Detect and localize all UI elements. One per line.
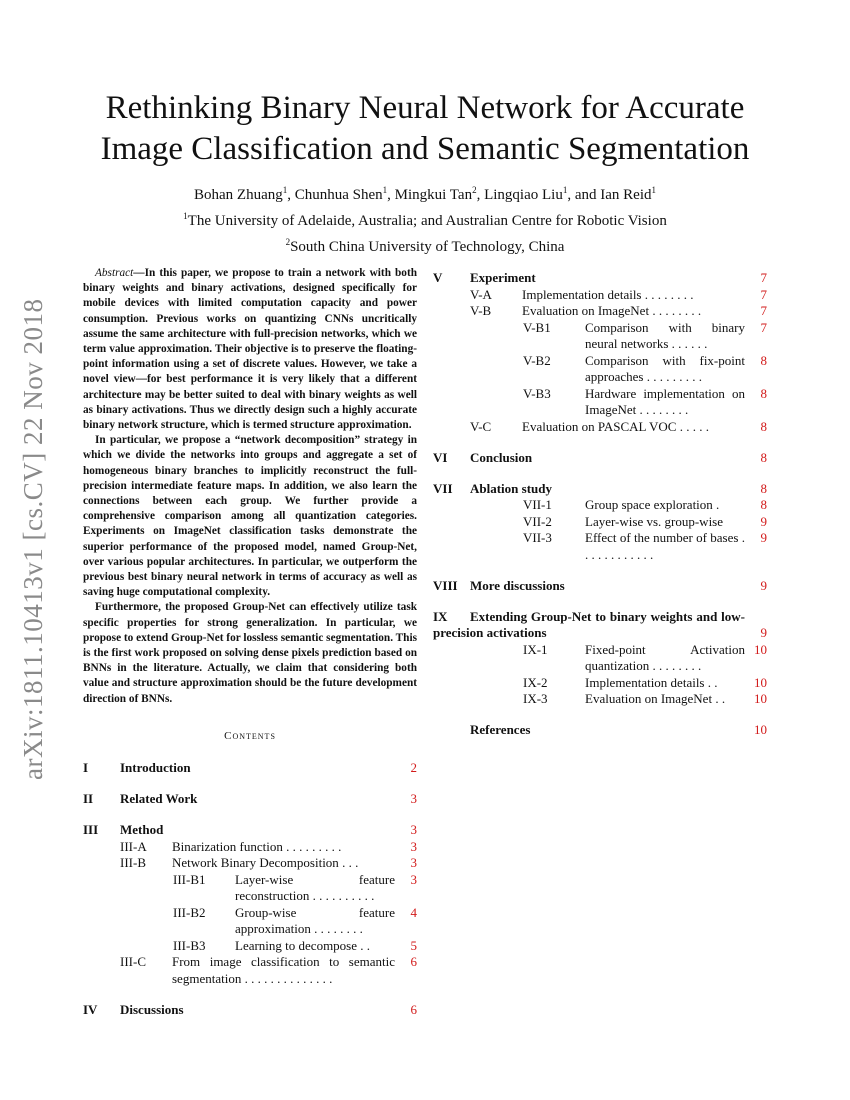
toc-entry-title: Layer-wise vs. group-wise: [585, 513, 724, 529]
author-name: Lingqiao Liu: [484, 187, 563, 203]
toc-entry-title: Binarization function . . . . . . . . .: [172, 838, 342, 854]
toc-entry-number: VII-1: [523, 497, 552, 512]
toc-subsection-entry[interactable]: [83, 872, 417, 905]
toc-section-entry[interactable]: [433, 722, 767, 739]
toc-entry-title: Experiment: [470, 270, 536, 285]
author-affiliation-mark: 1: [282, 185, 288, 195]
toc-entry-number: VII-3: [523, 530, 552, 545]
toc-entry-title: Group space exploration .: [585, 497, 720, 512]
toc-page-link[interactable]: 8: [760, 385, 767, 401]
toc-leader-dots: . .: [704, 674, 718, 690]
abstract: [83, 266, 417, 707]
toc-entry-number: I: [83, 760, 89, 775]
toc-entry-title: More discussions: [470, 577, 565, 593]
toc-section-entry[interactable]: [83, 760, 417, 777]
toc-leader-dots: . . . . . . . . .: [282, 838, 342, 854]
toc-section-entry[interactable]: [83, 822, 417, 839]
toc-leader-dots: .: [712, 497, 720, 512]
toc-leader-dots: . . . . . . . .: [649, 303, 702, 318]
toc-page-link[interactable]: 9: [760, 577, 767, 593]
toc-entry-number: III: [83, 822, 99, 837]
toc-page-link[interactable]: 7: [760, 286, 767, 302]
toc-page-link[interactable]: 3: [410, 822, 417, 837]
toc-section-entry[interactable]: [433, 578, 767, 595]
toc-subsection-entry[interactable]: [433, 691, 767, 708]
toc-entry-number: IV: [83, 1001, 98, 1017]
toc-page-link[interactable]: 10: [754, 641, 767, 657]
toc-leader-dots: . . . . . . . . . . . .: [585, 530, 745, 562]
toc-subsection-entry[interactable]: [433, 419, 767, 436]
abstract-paragraph-2: In particular, we propose a “network decomposition” strategy in which we divide the networks into groups and aggregate a set of homogeneous binary branches to implicitly reconstruct the full-precision intermediate feature maps. In addition, we also learn the connections between each group. We further provide a comprehensive comparison among all quantization categories. Experiments on ImageNet classification tasks demonstrate the superior performance of the proposed model, named Group-Net, over various popular architectures. In particular, we outperform the previous best binary neural network in terms of accuracy as well as saving huge computational complexity.: [83, 434, 417, 599]
toc-page-link[interactable]: 3: [410, 791, 417, 806]
toc-entry-title: Evaluation on ImageNet . . . . . . . .: [522, 303, 702, 318]
toc-section-entry[interactable]: [83, 1002, 417, 1019]
toc-entry-number: III-B1: [173, 871, 206, 887]
toc-page-link[interactable]: 4: [410, 904, 417, 920]
author-affiliation-mark: 1: [382, 185, 388, 195]
affiliation-1: $^1$The University of Adelaide, Australia; and Australian Centre for Robotic Vision: [183, 211, 667, 229]
author-name: Bohan Zhuang: [194, 187, 283, 203]
toc-page-link[interactable]: 8: [760, 497, 767, 512]
toc-entry-title: References: [470, 722, 531, 737]
toc-entry-title: Introduction: [120, 760, 191, 775]
toc-subsection-entry[interactable]: [433, 320, 767, 353]
toc-page-link[interactable]: 6: [410, 1001, 417, 1017]
toc-subsection-entry[interactable]: [83, 855, 417, 872]
toc-subsection-entry[interactable]: [433, 675, 767, 692]
toc-entry-title: Conclusion: [470, 449, 533, 465]
toc-entry-title: Layer-wise feature reconstruction . . . . . . . . . .: [235, 871, 395, 903]
toc-page-link[interactable]: 7: [760, 319, 767, 335]
toc-entry-number: III-B: [120, 855, 146, 870]
toc-entry-number: III-A: [120, 838, 147, 854]
toc-page-link[interactable]: 6: [410, 954, 417, 969]
author-list: Bohan Zhuang$^1$, Chunhua Shen$^1$, Mingkui Tan$^2$, Lingqiao Liu$^1$, and Ian Reid$^1$: [194, 185, 656, 203]
toc-entry-number: IX-3: [523, 691, 548, 706]
author-affiliation-mark: 1: [651, 185, 656, 195]
title-line-2: Image Classification and Semantic Segmentation: [100, 131, 750, 167]
toc-page-link[interactable]: 8: [760, 352, 767, 368]
toc-leader-dots: . . . . . . . .: [636, 402, 689, 417]
toc-entry-title: Effect of the number of bases . . . . . . . . . . . .: [585, 530, 745, 562]
toc-page-link[interactable]: 7: [760, 270, 767, 285]
toc-entry-number: VII-2: [523, 513, 552, 529]
toc-leader-dots: . .: [357, 937, 371, 953]
affiliation-2: $^2$South China University of Technology, China: [285, 237, 565, 255]
author-name: Mingkui Tan: [394, 187, 473, 203]
arxiv-identifier: arXiv:1811.10413v1 [cs.CV] 22 Nov 2018: [18, 298, 48, 780]
abstract-paragraph-1: Abstract—In this paper, we propose to train a network with both binary weights and binary activations, designed specifically for mobile devices with limited computation capacity and power consumption. Previous works on quantizing CNNs uncritically assume the same architecture with full-precision networks, which we term value approximation. Their objective is to preserve the floating-point information using a set of discrete values. However, we take a novel view—for best performance it is very likely that a different architecture may be better suited to deal with binary weights as well as binary activations. Thus we directly design such a highly accurate binary network structure, which is termed structure approximation.: [83, 267, 417, 432]
author-affiliation-mark: 2: [472, 185, 477, 195]
toc-page-link[interactable]: 9: [760, 625, 767, 640]
toc-subsection-entry[interactable]: [433, 497, 767, 514]
abstract-paragraph-3: Furthermore, the proposed Group-Net can effectively utilize task specific properties for strong generalization. In particular, we propose to extend Group-Net for lossless semantic segmentation. This is the first work proposed on solving dense pixels prediction based on BNNs in the literature. Actually, we claim that considering both value and structure approximation should be the future development direction of BNNs.: [83, 601, 417, 705]
toc-left-column: [83, 760, 417, 1018]
toc-page-link[interactable]: 10: [754, 722, 767, 737]
toc-page-link[interactable]: 8: [760, 480, 767, 496]
toc-subsection-entry[interactable]: [83, 954, 417, 987]
toc-subsection-entry[interactable]: [433, 530, 767, 563]
toc-subsection-entry[interactable]: [433, 386, 767, 419]
toc-page-link[interactable]: 9: [760, 513, 767, 529]
toc-subsection-entry[interactable]: [433, 514, 767, 531]
toc-entry-title: Implementation details . . . . . . . .: [522, 286, 694, 302]
toc-section-entry[interactable]: [83, 791, 417, 808]
toc-subsection-entry[interactable]: [433, 642, 767, 675]
toc-page-link[interactable]: 3: [410, 871, 417, 887]
toc-page-link[interactable]: 10: [754, 691, 767, 706]
toc-subsection-entry[interactable]: [83, 839, 417, 856]
toc-leader-dots: . .: [712, 691, 726, 706]
toc-subsection-entry[interactable]: [83, 938, 417, 955]
toc-leader-dots: . . . . .: [676, 418, 709, 434]
toc-subsection-entry[interactable]: [83, 905, 417, 938]
toc-entry-number: V-B3: [523, 385, 551, 401]
toc-entry-number: III-C: [120, 954, 146, 969]
author-name: Ian Reid: [600, 187, 652, 203]
toc-leader-dots: . . . . . . . . .: [643, 369, 702, 384]
toc-page-link[interactable]: 10: [754, 674, 767, 690]
toc-entry-number: II: [83, 791, 94, 806]
toc-section-entry[interactable]: [433, 609, 767, 642]
toc-entry-number: VI: [433, 449, 448, 465]
toc-entry-title: Comparison with binary neural networks . . . . . .: [585, 319, 745, 351]
toc-entry-title: Method: [120, 822, 164, 837]
toc-page-link[interactable]: 5: [410, 937, 417, 953]
toc-subsection-entry[interactable]: [433, 303, 767, 320]
toc-entry-title: Comparison with fix-point approaches . . . . . . . . .: [585, 352, 745, 384]
toc-entry-title: Fixed-point Activation quantization . . . . . . . .: [585, 641, 745, 673]
toc-leader-dots: . . . . . . . .: [649, 658, 702, 673]
title-line-1: Rethinking Binary Neural Network for Accurate: [105, 90, 745, 126]
toc-entry-number: IX: [433, 608, 448, 624]
toc-entry-title: Implementation details . .: [585, 674, 718, 690]
toc-entry-title: Group-wise feature approximation . . . . . . . .: [235, 904, 395, 936]
toc-entry-number: V: [433, 270, 443, 285]
toc-leader-dots: . . . . . .: [668, 336, 708, 351]
toc-entry-number: III-B3: [173, 937, 206, 953]
paper-title: [0, 88, 850, 170]
author-block: [0, 180, 850, 258]
toc-subsection-entry[interactable]: [433, 353, 767, 386]
toc-page-link[interactable]: 2: [410, 760, 417, 775]
toc-entry-title: Related Work: [120, 791, 198, 806]
toc-leader-dots: . . .: [338, 855, 359, 870]
toc-entry-title: Discussions: [120, 1001, 184, 1017]
toc-entry-number: V-B: [470, 303, 492, 318]
toc-leader-dots: . . . . . . . . . . . . . .: [241, 970, 333, 986]
toc-page-link[interactable]: 9: [760, 530, 767, 545]
toc-entry-title: Ablation study: [470, 480, 552, 496]
toc-entry-number: III-B2: [173, 904, 206, 920]
abstract-label: Abstract: [95, 267, 134, 279]
toc-entry-number: V-C: [470, 418, 492, 434]
toc-right-column: [433, 270, 767, 739]
toc-entry-title: Evaluation on ImageNet . .: [585, 691, 726, 706]
toc-subsection-entry[interactable]: [433, 287, 767, 304]
toc-entry-title: Hardware implementation on ImageNet . . . . . . . .: [585, 385, 745, 417]
author-affiliation-mark: 1: [562, 185, 568, 195]
toc-page-link[interactable]: 8: [760, 418, 767, 434]
toc-page-link[interactable]: 3: [410, 838, 417, 854]
toc-entry-number: VII: [433, 480, 453, 496]
toc-entry-title: Extending Group-Net to binary weights and low-precision activations: [433, 608, 745, 640]
toc-page-link[interactable]: 8: [760, 449, 767, 465]
toc-leader-dots: . . . . . . . . . .: [309, 888, 375, 903]
toc-section-entry[interactable]: [433, 481, 767, 498]
toc-section-entry[interactable]: [433, 270, 767, 287]
toc-entry-number: VIII: [433, 577, 458, 593]
toc-page-link[interactable]: 7: [760, 303, 767, 318]
toc-entry-title: Evaluation on PASCAL VOC . . . . .: [522, 418, 709, 434]
toc-entry-number: V-B1: [523, 319, 551, 335]
author-name: Chunhua Shen: [294, 187, 383, 203]
toc-entry-title: Network Binary Decomposition . . .: [172, 855, 359, 870]
toc-entry-title: From image classification to semantic segmentation . . . . . . . . . . . . . .: [172, 954, 395, 986]
toc-entry-number: IX-2: [523, 674, 548, 690]
toc-entry-number: V-B2: [523, 352, 551, 368]
toc-leader-dots: . . . . . . . .: [310, 921, 363, 936]
toc-section-entry[interactable]: [433, 450, 767, 467]
toc-entry-number: V-A: [470, 286, 492, 302]
toc-entry-number: IX-1: [523, 641, 548, 657]
toc-leader-dots: . . . . . . . .: [641, 286, 694, 302]
toc-entry-title: Learning to decompose . .: [235, 937, 371, 953]
toc-page-link[interactable]: 3: [410, 855, 417, 870]
contents-heading: Contents: [224, 730, 276, 742]
